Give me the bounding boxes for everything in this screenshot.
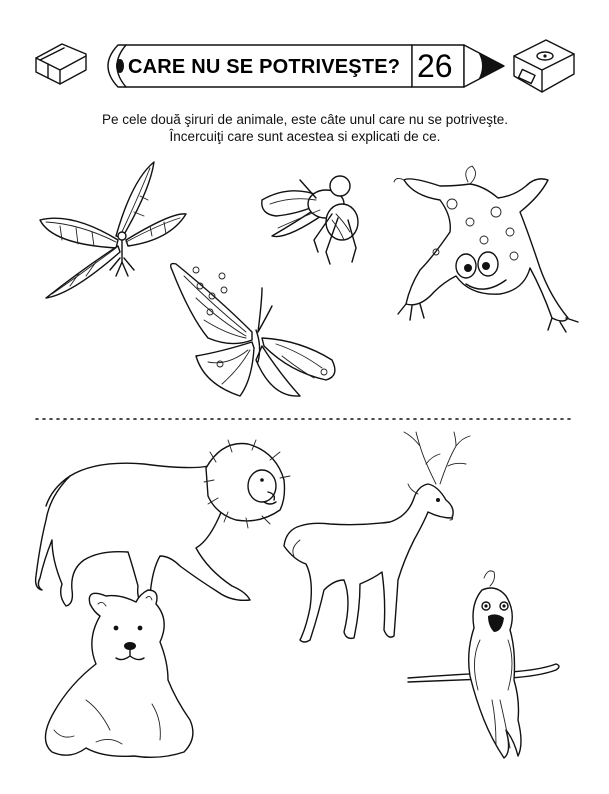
pencil-sharpener-icon bbox=[514, 40, 574, 92]
page-number: 26 bbox=[417, 48, 453, 84]
page-title: CARE NU SE POTRIVEŞTE? bbox=[128, 56, 401, 78]
dragonfly-drawing bbox=[40, 162, 186, 298]
eraser-icon bbox=[36, 44, 86, 84]
instructions bbox=[40, 111, 570, 145]
instructions-line-1: Pe cele două şiruri de animale, este câte unul care nu se potriveşte. bbox=[102, 112, 508, 127]
instructions-line-2: Încercuiţi care sunt acestea si explicati de ce. bbox=[169, 129, 441, 144]
parrot-drawing bbox=[408, 571, 559, 758]
butterfly-drawing bbox=[171, 264, 335, 397]
fly-drawing bbox=[262, 176, 358, 264]
deer-drawing bbox=[284, 432, 470, 642]
lion-drawing bbox=[36, 440, 290, 610]
polar-bear-cub-drawing bbox=[45, 590, 192, 757]
frog-drawing bbox=[394, 166, 578, 332]
